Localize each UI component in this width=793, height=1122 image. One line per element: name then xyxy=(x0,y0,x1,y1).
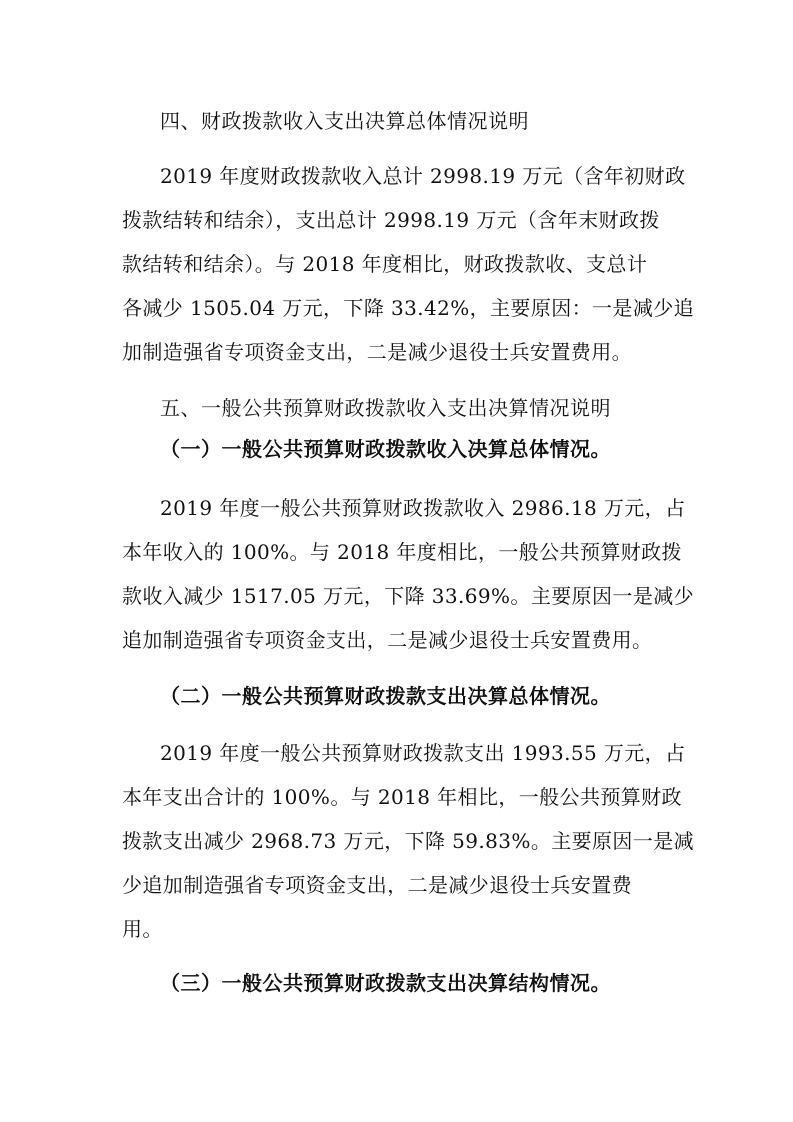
paragraph-line: 追加制造强省专项资金支出，二是减少退役士兵安置费用。 xyxy=(122,628,653,652)
paragraph-line: 少追加制造强省专项资金支出，二是减少退役士兵安置费 xyxy=(122,873,632,897)
paragraph-line: 加制造强省专项资金支出，二是减少退役士兵安置费用。 xyxy=(122,340,632,364)
paragraph-line: 2019 年度财政拨款收入总计 2998.19 万元（含年初财政 xyxy=(160,164,686,188)
paragraph-line: 本年收入的 100%。与 2018 年度相比，一般公共预算财政拨 xyxy=(122,540,682,564)
paragraph-line: 2019 年度一般公共预算财政拨款支出 1993.55 万元，占 xyxy=(160,741,686,765)
paragraph-line: 本年支出合计的 100%。与 2018 年相比，一般公共预算财政 xyxy=(122,785,682,809)
subsection-heading-3: （三）一般公共预算财政拨款支出决算结构情况。 xyxy=(160,971,611,995)
paragraph-line: 款结转和结余）。与 2018 年度相比，财政拨款收、支总计 xyxy=(122,252,648,276)
subsection-heading-2: （二）一般公共预算财政拨款支出决算总体情况。 xyxy=(160,684,611,708)
paragraph-line: 拨款结转和结余），支出总计 2998.19 万元（含年末财政拨 xyxy=(122,208,660,232)
section-heading-4: 四、财政拨款收入支出决算总体情况说明 xyxy=(160,109,529,133)
paragraph-line: 2019 年度一般公共预算财政拨款收入 2986.18 万元，占 xyxy=(160,496,686,520)
section-heading-5: 五、一般公共预算财政拨款收入支出决算情况说明 xyxy=(160,396,611,420)
paragraph-line: 用。 xyxy=(122,917,163,941)
paragraph-line: 各减少 1505.04 万元，下降 33.42%，主要原因：一是减少追 xyxy=(122,296,695,320)
paragraph-line: 款收入减少 1517.05 万元，下降 33.69%。主要原因一是减少 xyxy=(122,584,695,608)
paragraph-line: 拨款支出减少 2968.73 万元，下降 59.83%。主要原因一是减 xyxy=(122,829,695,853)
subsection-heading-1: （一）一般公共预算财政拨款收入决算总体情况。 xyxy=(160,437,611,461)
